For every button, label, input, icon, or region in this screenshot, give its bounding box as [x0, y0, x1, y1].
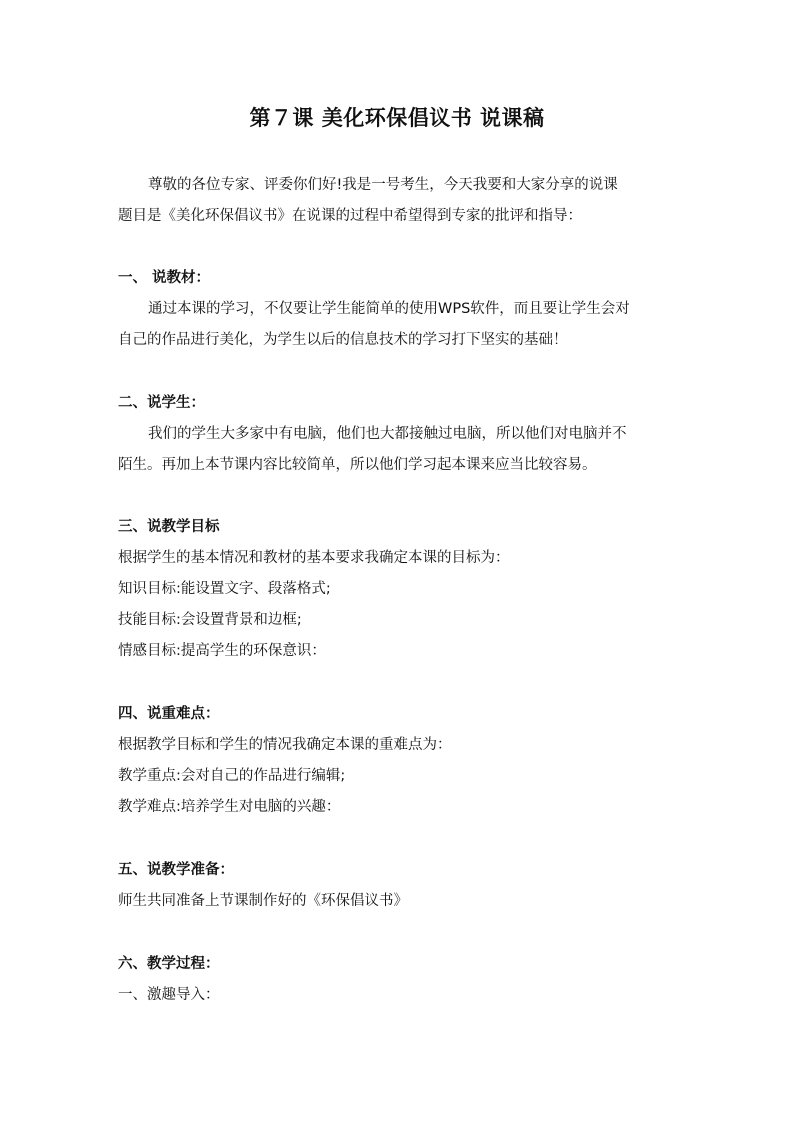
section4-line-3: 教学难点:培养学生对电脑的兴趣： [118, 799, 341, 815]
section6-line-1: 一、激趣导入： [118, 987, 220, 1003]
section2-line-2: 陌生。再加上本节课内容比较简单，所以他们学习起本课来应当比较容易。 [118, 457, 597, 473]
section1-line-2: 自己的作品进行美化，为学生以后的信息技术的学习打下坚实的基础！ [118, 332, 568, 348]
section4-line-2: 教学重点:会对自己的作品进行编辑; [118, 768, 346, 784]
section3-line-1: 根据学生的基本情况和教材的基本要求我确定本课的目标为： [118, 550, 510, 566]
section4-line-1: 根据教学目标和学生的情况我确定本课的重难点为： [118, 737, 452, 753]
page-title: 第７课 美化环保倡议书 说课稿 [249, 105, 545, 130]
section-heading-teaching-goals: 三、说教学目标 [118, 519, 220, 535]
section-heading-teaching-process: 六、教学过程： [118, 956, 220, 972]
section-heading-preparation: 五、说教学准备： [118, 862, 234, 878]
section-heading-key-points: 四、说重难点： [118, 706, 220, 722]
section3-line-4: 情感目标:提高学生的环保意识： [118, 643, 326, 659]
intro-line-1: 尊敬的各位专家、评委你们好!我是一号考生，今天我要和大家分享的说课 [148, 177, 618, 193]
section-heading-teaching-material: 一、 说教材： [118, 270, 211, 286]
section-heading-students: 二、说学生： [118, 395, 205, 411]
section2-line-1: 我们的学生大多家中有电脑，他们也大都接触过电脑，所以他们对电脑并不 [148, 426, 627, 442]
section1-line-1: 通过本课的学习，不仅要让学生能简单的使用WPS软件，而且要让学生会对 [148, 301, 630, 317]
section5-line-1: 师生共同准备上节课制作好的《环保倡议书》 [118, 893, 408, 909]
section3-line-2: 知识目标:能设置文字、段落格式; [118, 581, 331, 597]
intro-line-2: 题目是《美化环保倡议书》在说课的过程中希望得到专家的批评和指导： [118, 208, 582, 224]
section3-line-3: 技能目标:会设置背景和边框; [118, 612, 302, 628]
